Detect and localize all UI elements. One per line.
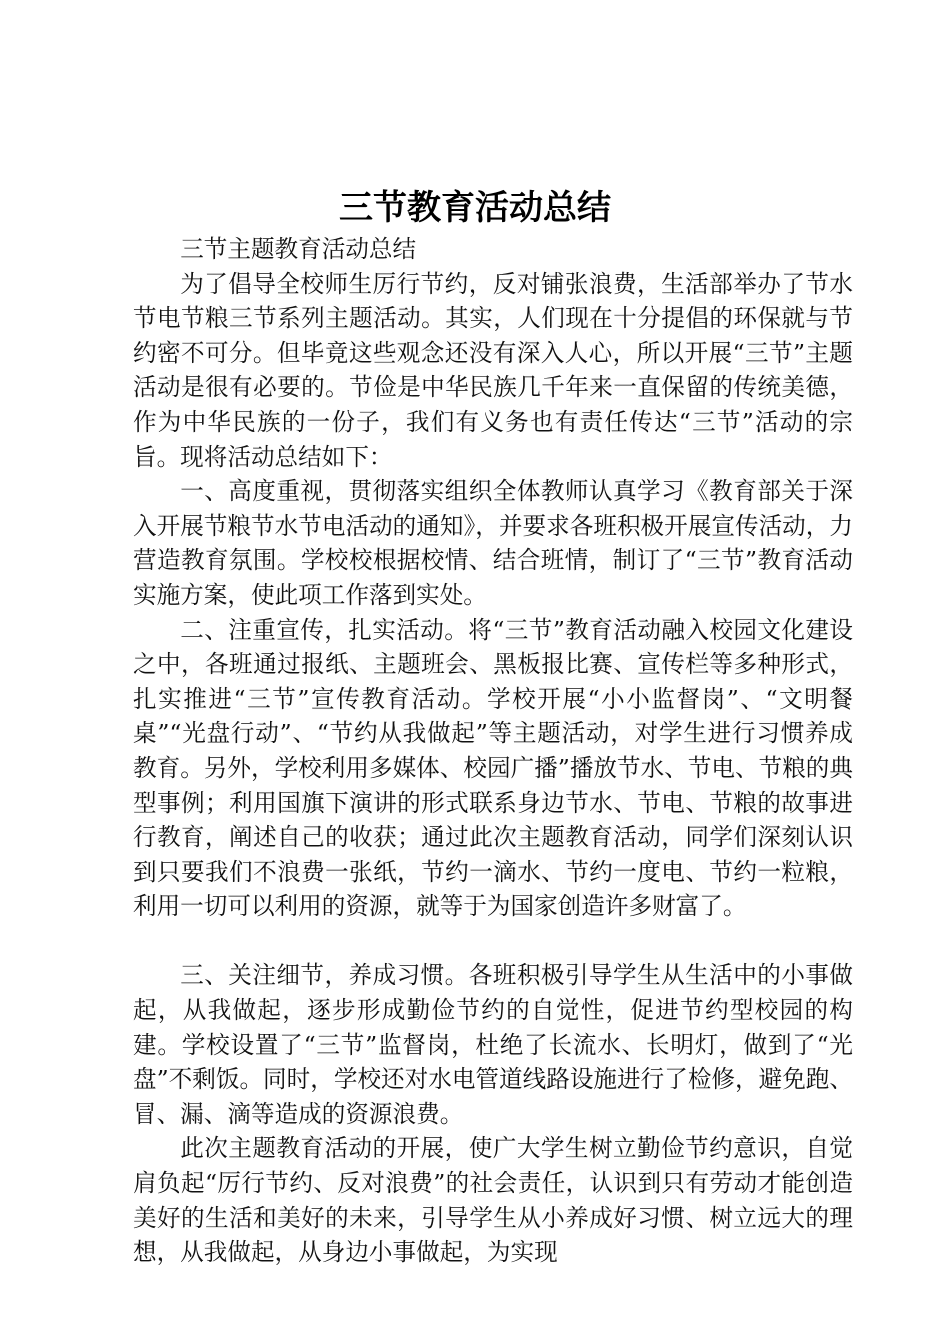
paragraph-section-2: 二、注重宣传，扎实活动。将“三节”教育活动融入校园文化建设之中，各班通过报纸、主题班会、黑板报比赛、宣传栏等多种形式，扎实推进“三节”宣传教育活动。学校开展“小小监督岗”、“文明餐桌”“光盘行动”、“节约从我做起”等主题活动，对学生进行习惯养成教育。另外，学校利用多媒体、校园广播”播放节水、节电、节粮的典型事例；利用国旗下演讲的形式联系身边节水、节电、节粮的故事进行教育，阐述自己的收获；通过此次主题教育活动，同学们深刻认识到只要我们不浪费一张纸，节约一滴水、节约一度电、节约一粒粮，利用一切可以利用的资源，就等于为国家创造许多财富了。	[133, 615, 853, 921]
document-body	[133, 232, 853, 1270]
paragraph-conclusion: 此次主题教育活动的开展，使广大学生树立勤俭节约意识，自觉肩负起“厉行节约、反对浪费”的社会责任，认识到只有劳动才能创造美好的生活和美好的未来，引导学生从小养成好习惯、树立远大的理想，从我做起，从身边小事做起，为实现	[133, 1134, 853, 1267]
paragraph-section-1: 一、高度重视，贯彻落实组织全体教师认真学习《教育部关于深入开展节粮节水节电活动的通知》，并要求各班积极开展宣传活动，力营造教育氛围。学校校根据校情、结合班情，制订了“三节”教育活动实施方案，使此项工作落到实处。	[133, 477, 853, 609]
paragraph-section-3: 三、关注细节，养成习惯。各班积极引导学生从生活中的小事做起，从我做起，逐步形成勤俭节约的自觉性，促进节约型校园的构建。学校设置了“三节”监督岗，杜绝了长流水、长明灯，做到了“光盘”不剩饭。同时，学校还对水电管道线路设施进行了检修，避免跑、冒、漏、滴等造成的资源浪费。	[133, 961, 853, 1128]
paragraph-subtitle: 三节主题教育活动总结	[180, 235, 417, 263]
paragraph-intro: 为了倡导全校师生厉行节约，反对铺张浪费，生活部举办了节水节电节粮三节系列主题活动。其实，人们现在十分提倡的环保就与节约密不可分。但毕竟这些观念还没有深入人心，所以开展“三节”主题活动是很有必要的。节俭是中华民族几千年来一直保留的传统美德，作为中华民族的一份子，我们有义务也有责任传达“三节”活动的宗旨。现将活动总结如下：	[133, 269, 853, 471]
document-title: 三节教育活动总结	[339, 188, 611, 228]
